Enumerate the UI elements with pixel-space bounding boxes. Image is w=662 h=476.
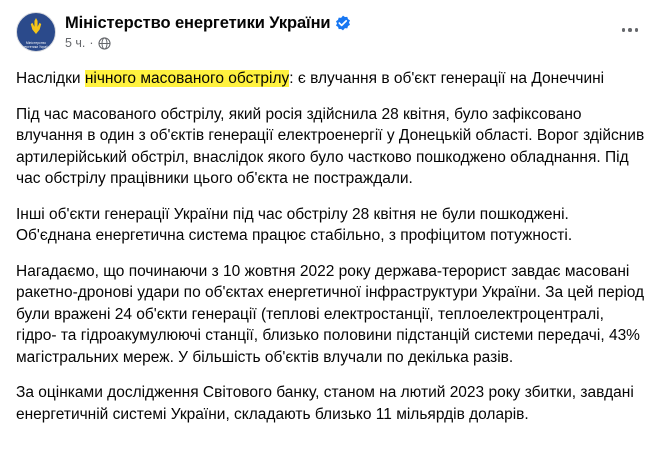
post-meta <box>65 36 351 50</box>
post-timestamp[interactable]: 5 ч. <box>65 36 86 50</box>
page-name-row <box>65 13 351 33</box>
post-header <box>16 12 646 58</box>
post-body <box>16 68 646 425</box>
avatar-caption: Міністерство енергетики України <box>20 41 52 49</box>
post-paragraph-3: Нагадаємо, що починаючи з 10 жовтня 2022 року держава-терорист завдає масовані ракетно-дронові удари по об'єктах енергетичної інфраструктури України. За цей період були вражені 24 об'єкти генерації (теплові електростанції, теплоелектроцентралі, гідро- та гідроакумулюючі станції, близько половини підстанцій системи передачі, 43% магістральних мереж. У більшість об'єктів влучали по декілька разів. <box>16 262 645 366</box>
post-paragraph-2: Інші об'єкти генерації України під час обстрілу 28 квітня не були пошкоджені. Об'єднана енергетична система працює стабільно, з профіцитом потужності. <box>16 205 573 244</box>
post-paragraph-headline <box>16 68 646 90</box>
avatar[interactable] <box>16 12 56 52</box>
text-segment: Наслідки <box>16 70 85 87</box>
more-options-button[interactable] <box>614 14 646 46</box>
page-name[interactable]: Міністерство енергетики України <box>65 14 331 32</box>
post-header-text <box>65 12 351 50</box>
emblem-icon <box>30 18 43 34</box>
meta-separator: · <box>89 36 94 50</box>
more-dot <box>635 28 639 32</box>
post-paragraph-1: Під час масованого обстрілу, який росія здійснила 28 квітня, було зафіксовано влучання в один з об'єктів генерації електроенергії у Донецькій області. Ворог здійснив артилерійський обстріл, внаслідок якого було частково пошкоджено обладнання. Під час обстрілу працівники цього об'єкта не постраждали. <box>16 105 645 187</box>
globe-icon[interactable] <box>98 37 111 50</box>
text-segment: : є влучання в об'єкт генерації на Донеччині <box>289 70 605 87</box>
verified-badge-icon <box>335 15 351 31</box>
more-dot <box>622 28 626 32</box>
post-paragraph-4: За оцінками дослідження Світового банку, станом на лютий 2023 року збитки, завдані енергетичній системі України, складають близько 11 мільярдів доларів. <box>16 384 634 423</box>
highlighted-text: нічного масованого обстрілу <box>84 70 290 87</box>
more-dot <box>628 28 632 32</box>
